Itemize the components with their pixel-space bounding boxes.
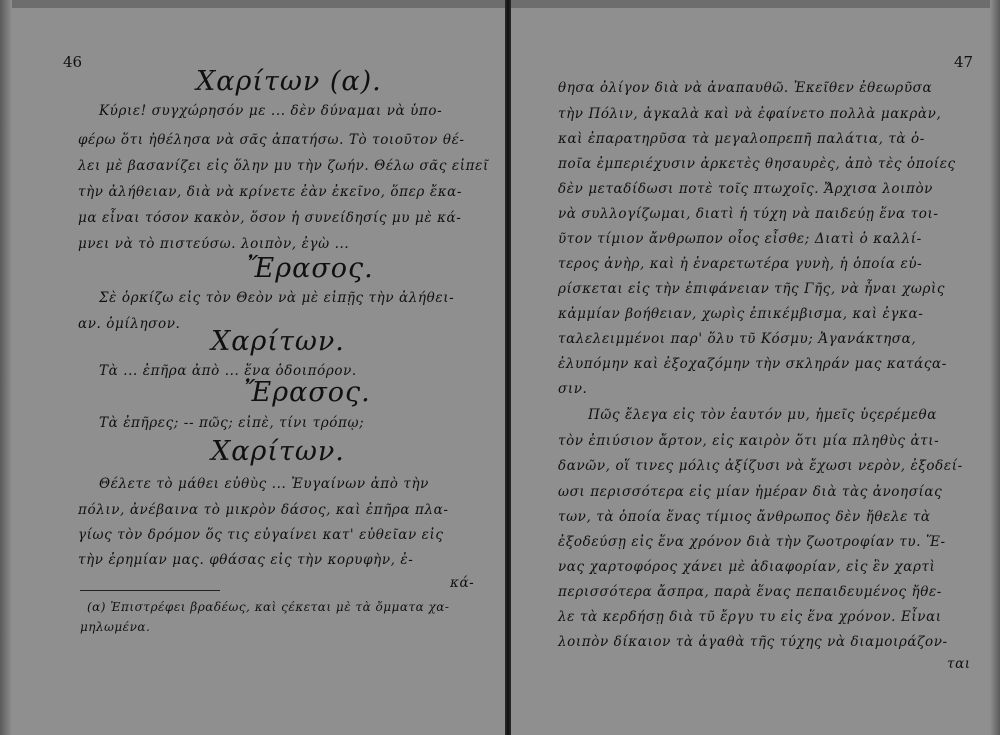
footnote-line: μηλωμένα. — [80, 620, 151, 634]
speaker-heading: Χαρίτων (α). — [196, 66, 382, 97]
text-line: λοιπὸν δίκαιον τὰ ἀγαθὰ τῆς τύχης νὰ διαμοιράζον- — [558, 634, 948, 650]
text-line: νὰ συλλογίζωμαι, διατὶ ἡ τύχη νὰ παιδεύῃ ἕνα τοι- — [558, 206, 939, 222]
text-line: ἐξοδεύσῃ εἰς ἕνα χρόνον διὰ τὴν ζωοτροφίαν τυ. Ἕ- — [558, 534, 946, 550]
text-line: των, τὰ ὁποία ἕνας τίμιος ἄνθρωπος δὲν ἤθελε τὰ — [558, 509, 931, 525]
text-line: Θέλετε τὸ μάθει εὐθὺς ... Ἐυγαίνων ἀπὸ τὴν — [99, 476, 429, 492]
text-line: τερος ἀνὴρ, καὶ ἡ ἐναρετωτέρα γυνὴ, ἡ ὁποία εὑ- — [558, 256, 923, 272]
text-line: νας χαρτοφόρος χάνει μὲ ἀδιαφορίαν, εἰς ἓν χαρτὶ — [558, 559, 936, 575]
text-line: Πῶς ἔλεγα εἰς τὸν ἑαυτόν μυ, ἡμεῖς ὑςερέμεθα — [588, 407, 937, 423]
text-line: δανῶν, οἵ τινες μόλις ἀξίζυσι νὰ ἔχωσι νερὸν, ἐξοδεί- — [558, 458, 963, 474]
text-line: τὴν ἐρημίαν μας. φθάσας εἰς τὴν κορυφὴν, ἐ- — [78, 552, 414, 568]
text-line: τὴν Πόλιν, ἀγκαλὰ καὶ νὰ ἐφαίνετο πολλὰ μακρὰν, — [558, 106, 942, 122]
text-line: λει μὲ βασανίζει εἰς ὅλην μυ τὴν ζωήν. Θέλω σᾶς εἰπεῖ — [78, 158, 489, 174]
page-number: 46 — [63, 53, 83, 71]
text-line: Τὰ ἐπῆρες; -- πῶς; εἰπὲ, τίνι τρόπῳ; — [99, 415, 365, 431]
text-line: Σὲ ὁρκίζω εἰς τὸν Θεὸν νὰ μὲ εἰπῇς τὴν ἀλήθει- — [99, 290, 455, 306]
speaker-heading: Χαρίτων. — [211, 436, 345, 467]
text-line: ποῖα ἐμπεριέχυσιν ἀρκετὲς θησαυρὲς, ἀπὸ τὲς ὁποίες — [558, 156, 956, 172]
text-line: φέρω ὅτι ἠθέλησα νὰ σᾶς ἀπατήσω. Τὸ τοιοῦτον θέ- — [78, 132, 465, 148]
footnote-rule — [80, 590, 220, 591]
text-line: θησα ὀλίγον διὰ νὰ ἀναπαυθῶ. Ἐκεῖθεν ἐθεωρῦσα — [558, 80, 933, 96]
catchword: ται — [947, 656, 971, 672]
text-line: δὲν μεταδίδωσι ποτὲ τοῖς πτωχοῖς. Ἄρχισα λοιπὸν — [558, 181, 933, 197]
speaker-heading: Ἔρασος. — [247, 253, 374, 284]
text-line: μα εἶναι τόσον κακὸν, ὅσον ἡ συνείδησίς μυ μὲ κά- — [78, 210, 462, 226]
speaker-heading: Ἔρασος. — [244, 377, 371, 408]
catchword: κά- — [450, 575, 475, 591]
text-line: ἐλυπόμην καὶ ἐξοχαζόμην τὴν σκληράν μας κατάςα- — [558, 356, 947, 372]
text-line: ῦτον τίμιον ἄνθρωπον οἷος εἶσθε; Διατὶ ὁ καλλί- — [558, 231, 922, 247]
text-line: ρίσκεται εἰς τὴν ἐπιφάνειαν τῆς Γῆς, νὰ ἦναι χωρὶς — [558, 281, 946, 297]
text-line: Τὰ ... ἐπῆρα ἀπὸ ... ἕνα ὁδοιπόρον. — [99, 363, 357, 379]
speaker-heading: Χαρίτων. — [211, 326, 345, 357]
footnote-line: (α) Ἐπιστρέφει βραδέως, καὶ ςέκεται μὲ τὰ ὄμματα χα- — [87, 600, 450, 614]
text-line: πόλιν, ἀνέβαινα τὸ μικρὸν δάσος, καὶ ἐπῆρα πλα- — [78, 502, 449, 518]
right-page — [510, 0, 1000, 735]
text-line: λε τὰ κερδήσῃ διὰ τῦ ἔργυ τυ εἰς ἕνα χρόνον. Εἶναι — [558, 609, 942, 625]
text-line: περισσότερα ἄσπρα, παρὰ ἕνας πεπαιδευμένος ἤθε- — [558, 584, 942, 600]
text-line: αν. ὁμίλησον. — [78, 316, 181, 332]
text-line: ταλελειμμένοι παρ' ὅλυ τῦ Κόσμυ; Ἀγανάκτησα, — [558, 331, 917, 347]
text-line: Κύριε! συγχώρησόν με ... δὲν δύναμαι νὰ ὑπο- — [99, 103, 443, 119]
text-line: τὸν ἐπιύσιον ἄρτον, εἰς καιρὸν ὅτι μία πληθὺς ἀτι- — [558, 433, 940, 449]
text-line: μνει νὰ τὸ πιστεύσω. λοιπὸν, ἐγὼ ... — [78, 236, 350, 252]
page-number: 47 — [954, 53, 974, 71]
text-line: σιν. — [558, 381, 588, 397]
text-line: ωσι περισσότερα εἰς μίαν ἡμέραν διὰ τὰς ἀνοησίας — [558, 484, 943, 500]
text-line: τὴν ἀλήθειαν, διὰ νὰ κρίνετε ἐὰν ἐκεῖνο, ὅπερ ἔκα- — [78, 184, 463, 200]
text-line: γίως τὸν δρόμον ὅς τις εὐγαίνει κατ' εὐθεῖαν εἰς — [78, 527, 444, 543]
text-line: καὶ ἐπαρατηρῦσα τὰ μεγαλοπρεπῆ παλάτια, τὰ ὁ- — [558, 131, 925, 147]
text-line: κἀμμίαν βοήθειαν, χωρὶς ἐπικέμβισμα, καὶ ἐγκα- — [558, 306, 924, 322]
